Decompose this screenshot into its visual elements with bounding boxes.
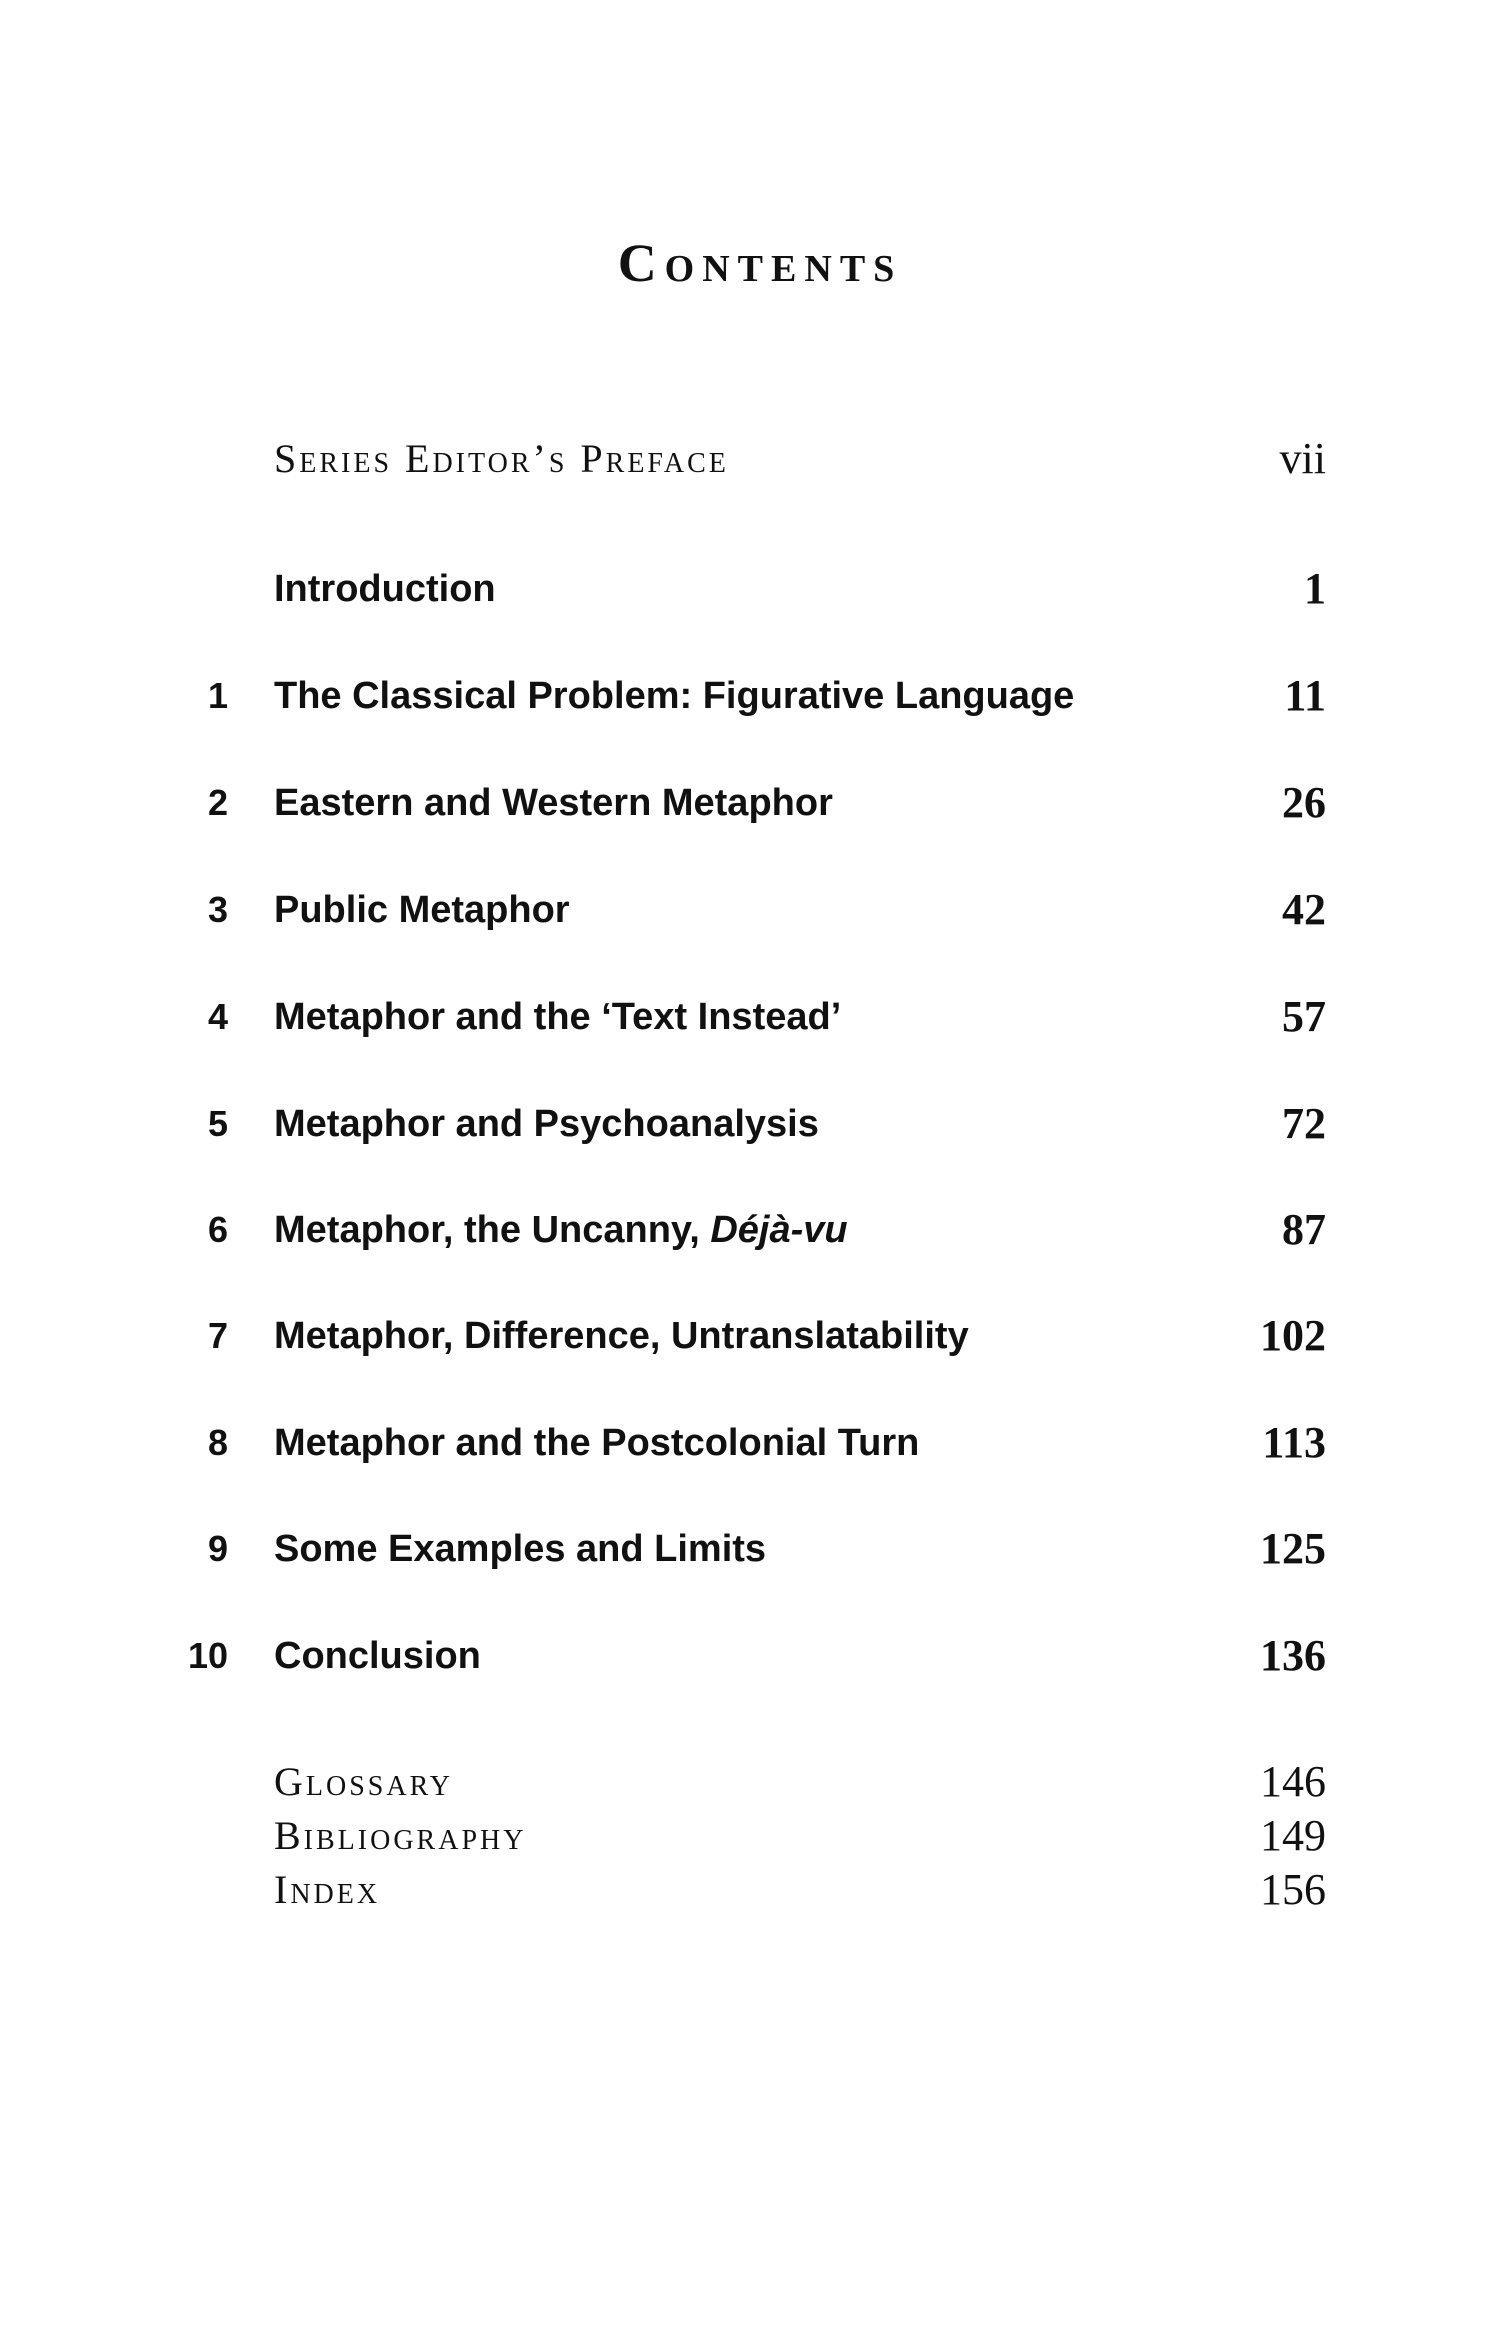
entry-page: vii xyxy=(1279,434,1326,483)
chapter-number: 1 xyxy=(207,675,228,716)
chapter-title: Metaphor and the ‘Text Instead’ xyxy=(274,996,842,1038)
chapter-number: 6 xyxy=(207,1209,228,1250)
chapter-title-italic: Déjà-vu xyxy=(710,1209,848,1251)
chapter-number: 7 xyxy=(207,1315,228,1356)
entry-label: Bibliography xyxy=(274,1813,527,1858)
entry-label: Index xyxy=(274,1867,381,1912)
chapter-page: 113 xyxy=(1262,1418,1326,1467)
entry-page: 149 xyxy=(1260,1811,1326,1860)
toc-entry-bibliography[interactable] xyxy=(0,1809,1500,1863)
entry-page: 156 xyxy=(1260,1865,1326,1914)
entry-label: Series Editor’s Preface xyxy=(274,436,729,481)
chapter-number: 4 xyxy=(207,996,228,1037)
toc-entry-chapter-6[interactable] xyxy=(0,1200,1500,1260)
toc-entry-index[interactable] xyxy=(0,1863,1500,1917)
chapter-number: 3 xyxy=(207,889,228,930)
chapter-title xyxy=(274,1200,848,1260)
chapter-title: Metaphor and Psychoanalysis xyxy=(274,1103,819,1145)
chapter-number: 5 xyxy=(207,1103,228,1144)
toc-entry-chapter-4[interactable] xyxy=(0,987,1500,1047)
chapter-number: 2 xyxy=(207,782,228,823)
chapter-page: 42 xyxy=(1282,885,1326,934)
toc-entry-chapter-10[interactable] xyxy=(0,1626,1500,1686)
entry-page: 146 xyxy=(1260,1757,1326,1806)
chapter-page: 11 xyxy=(1284,671,1326,720)
chapter-page: 87 xyxy=(1282,1205,1326,1254)
chapter-title: Metaphor and the Postcolonial Turn xyxy=(274,1422,920,1464)
chapter-page: 26 xyxy=(1282,778,1326,827)
chapter-title: Public Metaphor xyxy=(274,889,570,931)
toc-entry-preface[interactable] xyxy=(0,432,1500,492)
chapter-page: 1 xyxy=(1304,564,1326,613)
entry-label: Glossary xyxy=(274,1759,453,1804)
chapter-title: Eastern and Western Metaphor xyxy=(274,782,833,824)
toc-entry-glossary[interactable] xyxy=(0,1755,1500,1809)
chapter-page: 102 xyxy=(1260,1311,1326,1360)
chapter-page: 136 xyxy=(1260,1631,1326,1680)
chapter-number: 10 xyxy=(187,1635,228,1676)
toc-entry-chapter-8[interactable] xyxy=(0,1413,1500,1473)
toc-entry-chapter-9[interactable] xyxy=(0,1519,1500,1579)
chapter-page: 72 xyxy=(1282,1099,1326,1148)
chapter-title: The Classical Problem: Figurative Language xyxy=(274,675,1075,717)
chapter-page: 57 xyxy=(1282,992,1326,1041)
toc-entry-introduction[interactable] xyxy=(0,559,1500,619)
chapter-title: Metaphor, Difference, Untranslatability xyxy=(274,1315,969,1357)
chapter-page: 125 xyxy=(1260,1524,1326,1573)
chapter-title: Conclusion xyxy=(274,1635,481,1677)
toc-entry-chapter-2[interactable] xyxy=(0,773,1500,833)
toc-entry-chapter-7[interactable] xyxy=(0,1306,1500,1366)
chapter-number: 8 xyxy=(207,1422,228,1463)
page-title: Contents xyxy=(617,233,903,293)
toc-entry-chapter-1[interactable] xyxy=(0,666,1500,726)
chapter-title: Introduction xyxy=(274,568,496,610)
toc-entry-chapter-3[interactable] xyxy=(0,880,1500,940)
chapter-number: 9 xyxy=(207,1528,228,1569)
toc-entry-chapter-5[interactable] xyxy=(0,1094,1500,1154)
chapter-title: Some Examples and Limits xyxy=(274,1528,767,1570)
chapter-title-roman: Metaphor, the Uncanny, xyxy=(274,1209,711,1251)
